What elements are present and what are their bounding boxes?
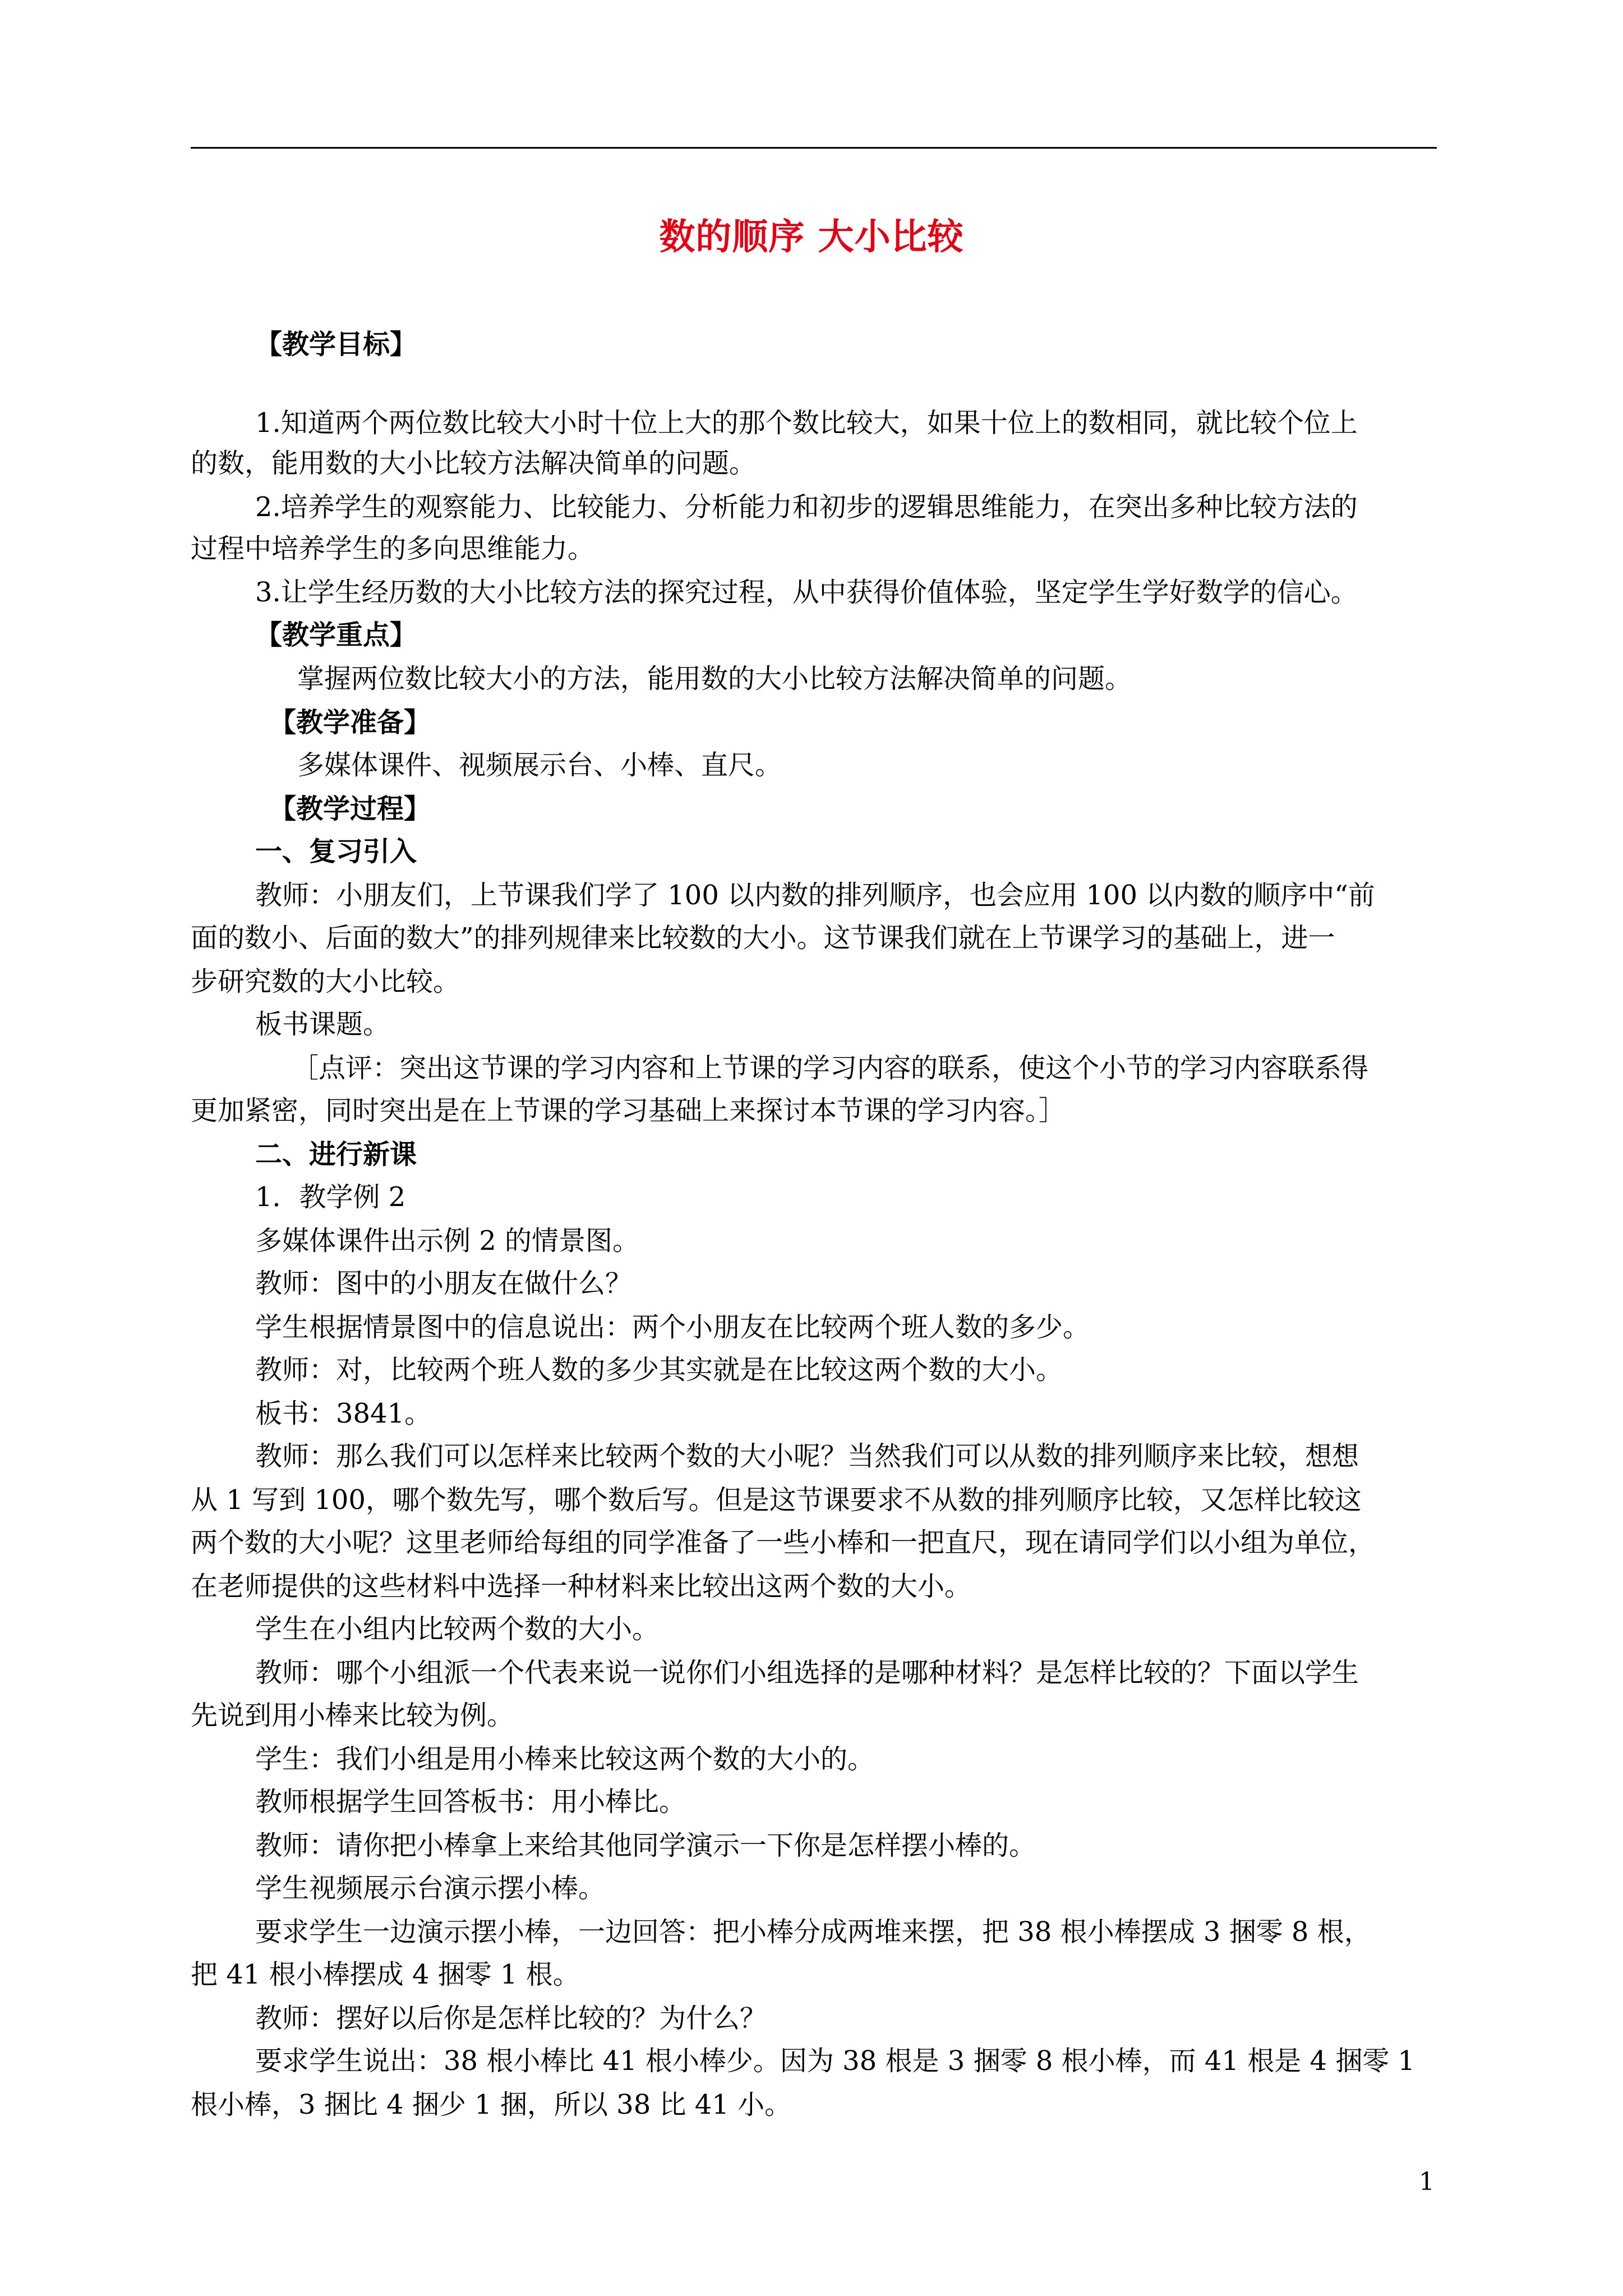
teaching-process-heading: 【教学过程】 (269, 793, 431, 825)
paragraph-line: 掌握两位数比较大小的方法，能用数的大小比较方法解决简单的问题。 (297, 663, 1132, 694)
paragraph-line: 把 41 根小棒摆成 4 捆零 1 根。 (191, 1959, 580, 1990)
paragraph-line: 3.让学生经历数的大小比较方法的探究过程，从中获得价值体验，坚定学生学好数学的信心。 (255, 577, 1358, 608)
paragraph-line: 根小棒，3 捆比 4 捆少 1 捆，所以 38 比 41 小。 (191, 2089, 792, 2120)
paragraph-line: 1．教学例 2 (255, 1181, 406, 1213)
paragraph-line: 过程中培养学生的多向思维能力。 (191, 533, 595, 564)
paragraph-line: 从 1 写到 100，哪个数先写，哪个数后写。但是这节课要求不从数的排列顺序比较，又怎样比较这 (191, 1484, 1362, 1516)
paragraph-line: 先说到用小棒来比较为例。 (191, 1700, 514, 1731)
paragraph-line: 的数，能用数的大小比较方法解决简单的问题。 (191, 448, 757, 479)
paragraph-line: 多媒体课件出示例 2 的情景图。 (255, 1225, 640, 1257)
paragraph-line: 教师：对，比较两个班人数的多少其实就是在比较这两个数的大小。 (255, 1354, 1063, 1386)
paragraph-line: 在老师提供的这些材料中选择一种材料来比较出这两个数的大小。 (191, 1571, 972, 1602)
paragraph-line: 2.培养学生的观察能力、比较能力、分析能力和初步的逻辑思维能力，在突出多种比较方法的 (255, 491, 1358, 523)
page-number: 1 (1419, 2168, 1435, 2196)
paragraph-line: 步研究数的大小比较。 (191, 966, 460, 997)
document-title: 数的顺序 大小比较 (659, 216, 964, 258)
teaching-focus-heading: 【教学重点】 (255, 619, 417, 651)
teaching-goals-heading: 【教学目标】 (255, 329, 417, 360)
teaching-preparation-heading: 【教学准备】 (269, 707, 431, 738)
comment-line: ［点评：突出这节课的学习内容和上节课的学习内容的联系，使这个小节的学习内容联系得 (292, 1052, 1369, 1084)
header-rule (191, 147, 1437, 149)
paragraph-line: 教师：哪个小组派一个代表来说一说你们小组选择的是哪种材料？是怎样比较的？下面以学生 (255, 1657, 1359, 1688)
paragraph-line: 教师：请你把小棒拿上来给其他同学演示一下你是怎样摆小棒的。 (255, 1830, 1036, 1861)
paragraph-line: 要求学生说出：38 根小棒比 41 根小棒少。因为 38 根是 3 捆零 8 根小棒，而 41 根是 4 捆零 1 (255, 2045, 1415, 2077)
paragraph-line: 学生：我们小组是用小棒来比较这两个数的大小的。 (255, 1743, 875, 1775)
paragraph-line: 学生视频展示台演示摆小棒。 (255, 1872, 606, 1904)
paragraph-line: 教师：那么我们可以怎样来比较两个数的大小呢？当然我们可以从数的排列顺序来比较，想想 (255, 1441, 1359, 1472)
paragraph-line: 多媒体课件、视频展示台、小棒、直尺。 (297, 749, 782, 781)
paragraph-line: 板书：3841。 (255, 1398, 432, 1429)
paragraph-line: 教师根据学生回答板书：用小棒比。 (255, 1786, 686, 1818)
paragraph-line: 板书课题。 (255, 1009, 390, 1040)
paragraph-line: 教师：摆好以后你是怎样比较的？为什么？ (255, 2003, 767, 2034)
section-heading-new-lesson: 二、进行新课 (255, 1139, 417, 1170)
paragraph-line: 要求学生一边演示摆小棒，一边回答：把小棒分成两堆来摆，把 38 根小棒摆成 3 捆零 8 根， (255, 1916, 1371, 1948)
paragraph-line: 1.知道两个两位数比较大小时十位上大的那个数比较大，如果十位上的数相同，就比较个位上 (255, 407, 1358, 439)
section-heading-review: 一、复习引入 (255, 836, 417, 867)
paragraph-line: 教师：小朋友们，上节课我们学了 100 以内数的排列顺序，也会应用 100 以内数的顺序中“前 (255, 880, 1375, 911)
paragraph-line: 学生根据情景图中的信息说出：两个小朋友在比较两个班人数的多少。 (255, 1312, 1090, 1343)
paragraph-line: 教师：图中的小朋友在做什么？ (255, 1268, 633, 1299)
comment-line: 更加紧密，同时突出是在上节课的学习基础上来探讨本节课的学习内容。］ (191, 1095, 1066, 1126)
paragraph-line: 学生在小组内比较两个数的大小。 (255, 1613, 660, 1645)
paragraph-line: 两个数的大小呢？这里老师给每组的同学准备了一些小棒和一把直尺，现在请同学们以小组为单位， (191, 1527, 1376, 1558)
paragraph-line: 面的数小、后面的数大”的排列规律来比较数的大小。这节课我们就在上节课学习的基础上，进一 (191, 922, 1335, 954)
